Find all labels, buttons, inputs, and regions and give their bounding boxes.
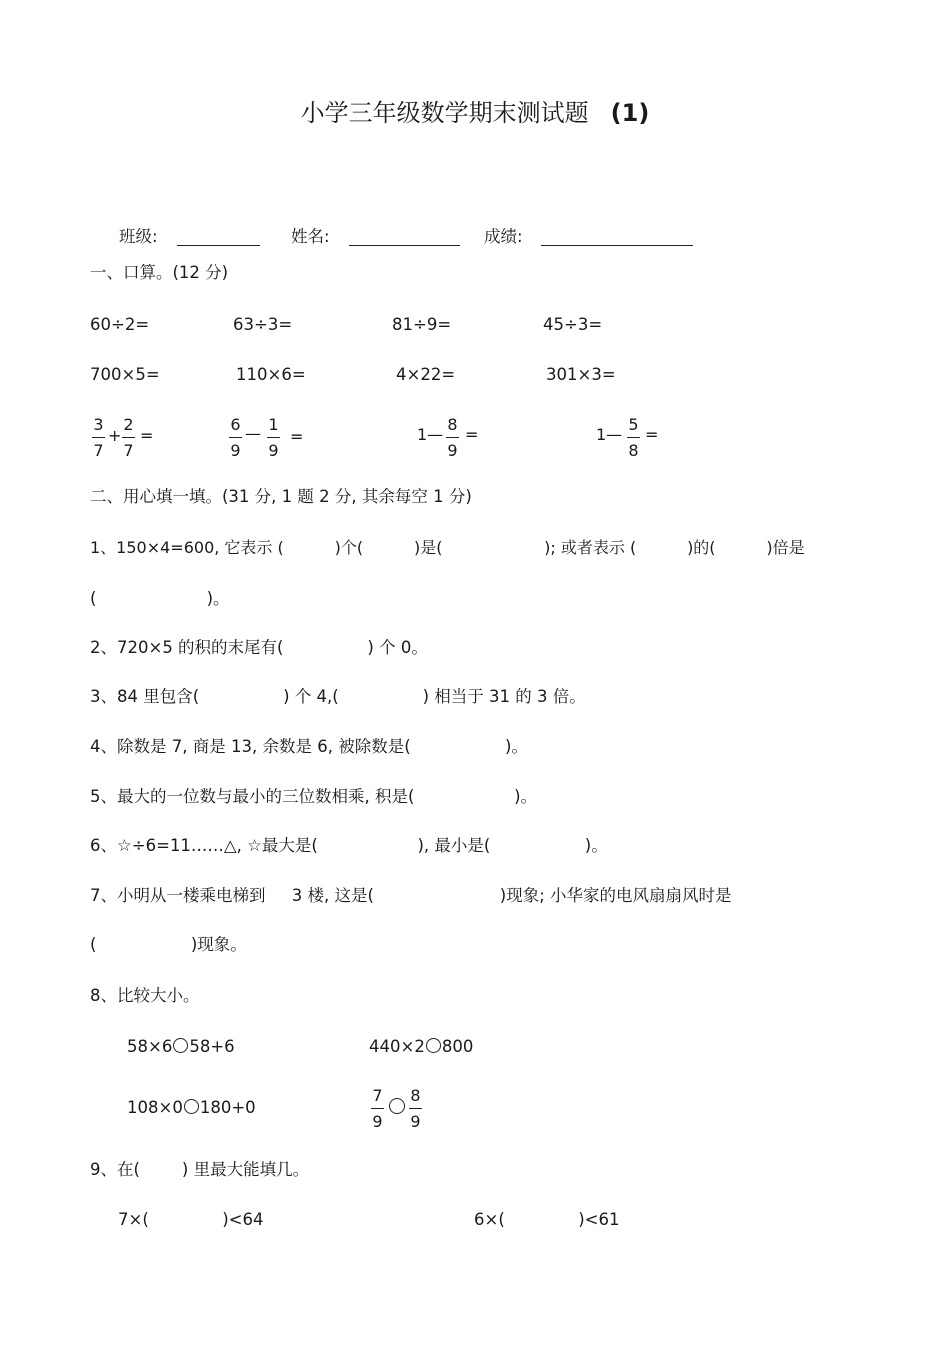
fraction: [627, 417, 640, 459]
denominator: 9: [372, 1112, 383, 1131]
one-minus: 1—: [596, 425, 623, 444]
equals-sign: =: [465, 425, 479, 444]
numerator: 5: [628, 415, 639, 434]
question-9-heading: 9、在( ) 里最大能填几。: [90, 1160, 310, 1179]
fraction: [92, 417, 105, 459]
compare-right: 58+6: [189, 1037, 235, 1056]
question-1-line1: 1、150×4=600, 它表示 ( )个( )是( ); 或者表示 ( )的( )倍是: [90, 538, 805, 557]
denominator: 9: [447, 441, 458, 460]
fraction: [446, 417, 459, 459]
fraction: [409, 1088, 422, 1130]
question-9-a: 7×( )<64: [118, 1210, 264, 1229]
question-3: 3、84 里包含( ) 个 4,( ) 相当于 31 的 3 倍。: [90, 687, 586, 706]
compare-item: [127, 1099, 256, 1117]
numerator: 6: [230, 415, 241, 434]
calc-item: 60÷2=: [90, 315, 150, 334]
numerator: 3: [93, 415, 104, 434]
denominator: 7: [93, 441, 104, 460]
calc-item: 4×22=: [396, 365, 456, 384]
numerator: 1: [268, 415, 279, 434]
question-7-line1: 7、小明从一楼乘电梯到 3 楼, 这是( )现象; 小华家的电风扇扇风时是: [90, 886, 732, 905]
calc-item: 63÷3=: [233, 315, 293, 334]
question-7-line2: ( )现象。: [90, 935, 247, 954]
numerator: 2: [123, 415, 134, 434]
compare-circle[interactable]: [388, 1098, 406, 1116]
compare-right: 800: [441, 1037, 474, 1056]
denominator: 8: [628, 441, 639, 460]
numerator: 8: [410, 1086, 421, 1105]
name-blank[interactable]: [349, 245, 460, 246]
denominator: 9: [268, 441, 279, 460]
compare-left: 108×0: [127, 1098, 183, 1117]
compare-item: [127, 1038, 235, 1056]
circle-icon[interactable]: [389, 1098, 405, 1114]
class-blank[interactable]: [177, 245, 260, 246]
question-8-heading: 8、比较大小。: [90, 986, 200, 1005]
compare-left: 440×2: [369, 1037, 425, 1056]
compare-item: [369, 1038, 473, 1056]
section1-heading: 一、口算。(12 分): [90, 263, 229, 282]
compare-right: 180+0: [199, 1098, 256, 1117]
denominator: 7: [123, 441, 134, 460]
equals-sign: =: [290, 427, 304, 446]
calc-item: 301×3=: [546, 365, 616, 384]
minus-sign: —: [245, 424, 261, 443]
class-label: 班级:: [119, 227, 158, 246]
calc-item: 81÷9=: [392, 315, 452, 334]
title-text: 小学三年级数学期末测试题: [300, 99, 589, 127]
question-6: 6、☆÷6=11……△, ☆最大是( ), 最小是( )。: [90, 836, 608, 855]
plus-sign: +: [108, 426, 122, 445]
section2-heading: 二、用心填一填。(31 分, 1 题 2 分, 其余每空 1 分): [90, 487, 472, 506]
circle-icon[interactable]: [184, 1099, 199, 1114]
circle-icon[interactable]: [173, 1038, 188, 1053]
fraction: [229, 417, 242, 459]
calc-item: 110×6=: [236, 365, 306, 384]
denominator: 9: [410, 1112, 421, 1131]
denominator: 9: [230, 441, 241, 460]
score-blank[interactable]: [541, 245, 693, 246]
page-title: [0, 101, 950, 125]
score-label: 成绩:: [484, 227, 523, 246]
question-1-line2: ( )。: [90, 589, 230, 608]
compare-left: 58×6: [127, 1037, 173, 1056]
numerator: 7: [372, 1086, 383, 1105]
calc-item: 45÷3=: [543, 315, 603, 334]
question-9-b: 6×( )<61: [474, 1210, 620, 1229]
calc-item: 700×5=: [90, 365, 160, 384]
equals-sign: =: [645, 425, 659, 444]
fraction: [267, 417, 280, 459]
circle-icon[interactable]: [426, 1038, 441, 1053]
numerator: 8: [447, 415, 458, 434]
equals-sign: =: [140, 426, 154, 445]
question-2: 2、720×5 的积的末尾有( ) 个 0。: [90, 638, 428, 657]
question-4: 4、除数是 7, 商是 13, 余数是 6, 被除数是( )。: [90, 737, 528, 756]
question-5: 5、最大的一位数与最小的三位数相乘, 积是( )。: [90, 787, 538, 806]
fraction: [371, 1088, 384, 1130]
title-number: (1): [610, 99, 650, 127]
name-label: 姓名:: [291, 227, 330, 246]
fraction: [122, 417, 135, 459]
one-minus: 1—: [417, 425, 444, 444]
